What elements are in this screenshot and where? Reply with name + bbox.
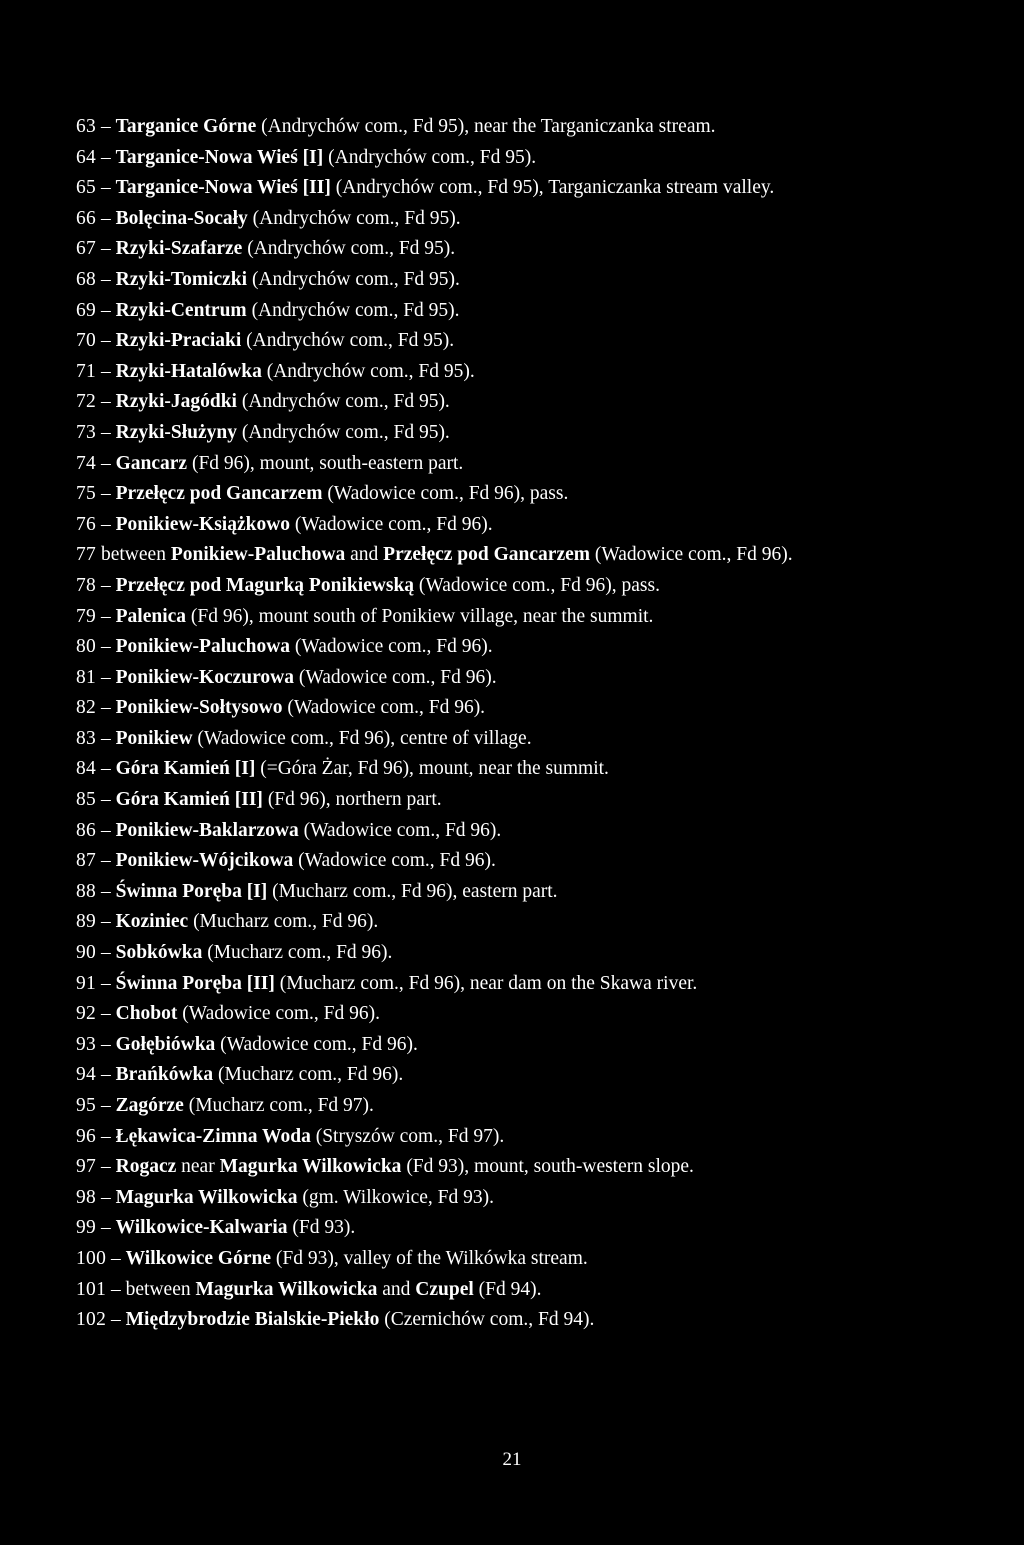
locality-details: (Wadowice com., Fd 96), centre of village. — [192, 727, 532, 749]
locality-name: Palenica — [115, 605, 187, 627]
list-item-89 — [76, 907, 956, 938]
entry-number: 68 — [76, 268, 97, 290]
locality-name: Ponikiew-Paluchowa — [170, 544, 346, 566]
entry-separator: – — [96, 452, 116, 474]
entry-number: 71 — [76, 360, 97, 382]
entry-number: 101 — [76, 1278, 107, 1300]
entry-number: 79 — [76, 605, 97, 627]
locality-details: (gm. Wilkowice, Fd 93). — [297, 1186, 495, 1208]
locality-details: (Fd 96), mount, south-eastern part. — [187, 452, 464, 474]
entry-number: 70 — [76, 330, 97, 352]
entry-number: 91 — [76, 972, 97, 994]
entry-separator: – — [96, 421, 116, 443]
list-item-68 — [76, 265, 956, 296]
locality-details: (Wadowice com., Fd 96). — [590, 544, 793, 566]
locality-details: (Andrychów com., Fd 95). — [323, 146, 537, 168]
entry-number: 76 — [76, 513, 97, 535]
entry-number: 92 — [76, 1003, 97, 1025]
entry-separator: – — [106, 1309, 126, 1331]
locality-details: (Andrychów com., Fd 95). — [236, 391, 450, 413]
list-item-86 — [76, 816, 956, 847]
entry-separator: – — [96, 483, 116, 505]
locality-details: (Wadowice com., Fd 96), pass. — [322, 483, 569, 505]
locality-name: Rzyki-Tomiczki — [115, 268, 248, 290]
list-item-72 — [76, 387, 956, 418]
list-item-101 — [76, 1275, 956, 1306]
locality-name: Ponikiew-Paluchowa — [115, 636, 291, 658]
list-item-80 — [76, 632, 956, 663]
entry-separator: – — [96, 299, 116, 321]
entry-number: 84 — [76, 758, 97, 780]
locality-name: Ponikiew-Baklarzowa — [115, 819, 299, 841]
locality-name: Koziniec — [115, 911, 189, 933]
list-item-69 — [76, 296, 956, 327]
entry-number: 89 — [76, 911, 97, 933]
list-item-91 — [76, 969, 956, 1000]
locality-details: (Wadowice com., Fd 96). — [282, 697, 486, 719]
locality-name: Wilkowice Górne — [125, 1247, 271, 1269]
entry-number: 72 — [76, 391, 97, 413]
entry-separator: – — [96, 330, 116, 352]
locality-details: (Andrychów com., Fd 95). — [241, 330, 455, 352]
entry-separator: – — [106, 1247, 126, 1269]
list-item-90 — [76, 938, 956, 969]
locality-name: Targanice-Nowa Wieś [I] — [115, 146, 324, 168]
list-item-88 — [76, 877, 956, 908]
entry-number: 66 — [76, 207, 97, 229]
locality-name: Międzybrodzie Bialskie-Piekło — [125, 1309, 380, 1331]
locality-name: Zagórze — [115, 1095, 184, 1116]
locality-name: Gancarz — [115, 452, 188, 474]
locality-details: (Andrychów com., Fd 95). — [236, 421, 450, 443]
list-item-97 — [76, 1152, 956, 1183]
list-item-75 — [76, 479, 956, 510]
locality-list — [76, 112, 956, 1336]
entry-separator: – — [96, 513, 116, 535]
entry-separator: – — [96, 391, 116, 413]
entry-number: 65 — [76, 177, 97, 199]
locality-name: Rzyki-Służyny — [115, 421, 237, 443]
entry-separator: – — [96, 605, 116, 627]
list-item-64 — [76, 143, 956, 174]
locality-name: Ponikiew-Koczurowa — [115, 666, 294, 688]
list-item-87 — [76, 846, 956, 877]
entry-number: 86 — [76, 819, 97, 841]
entry-separator: – — [96, 1156, 116, 1178]
entry-separator: – — [96, 146, 116, 168]
entry-number: 99 — [76, 1217, 97, 1239]
locality-name: Świnna Poręba [II] — [115, 972, 275, 994]
page-number: 21 — [502, 1449, 522, 1470]
locality-details: (=Góra Żar, Fd 96), mount, near the summit. — [255, 758, 609, 780]
list-item-94 — [76, 1060, 956, 1091]
entry-connector: near — [176, 1156, 220, 1178]
entry-separator: – — [96, 697, 116, 719]
locality-name: Brańkówka — [115, 1064, 214, 1086]
entry-separator: – — [96, 268, 116, 290]
locality-details: (Wadowice com., Fd 96), pass. — [414, 574, 660, 596]
locality-name-secondary: Magurka Wilkowicka — [219, 1156, 402, 1178]
entry-number: 85 — [76, 789, 97, 811]
list-item-93 — [76, 1030, 956, 1061]
list-item-71 — [76, 357, 956, 388]
entry-number: 80 — [76, 636, 97, 658]
entry-separator: – — [96, 1125, 116, 1147]
locality-details: (Czernichów com., Fd 94). — [379, 1309, 595, 1331]
locality-details: (Fd 93), valley of the Wilkówka stream. — [271, 1247, 588, 1269]
entry-number: 95 — [76, 1095, 97, 1116]
entry-separator: – — [96, 1033, 116, 1055]
list-item-99 — [76, 1213, 956, 1244]
locality-name: Rzyki-Praciaki — [115, 330, 242, 352]
entry-number: 96 — [76, 1125, 97, 1147]
entry-number: 90 — [76, 942, 97, 964]
locality-name: Przełęcz pod Magurką Ponikiewską — [115, 574, 415, 596]
list-item-95 — [76, 1091, 956, 1122]
entry-separator: – — [96, 880, 116, 902]
entry-number: 64 — [76, 146, 97, 168]
list-item-98 — [76, 1183, 956, 1214]
list-item-102 — [76, 1305, 956, 1336]
locality-details: (Andrychów com., Fd 95), near the Targaniczanka stream. — [256, 116, 716, 137]
entry-number: 94 — [76, 1064, 97, 1086]
entry-number: 77 — [76, 544, 97, 566]
locality-name: Rzyki-Hatalówka — [115, 360, 262, 382]
locality-name: Sobkówka — [115, 942, 203, 964]
list-item-77 — [76, 540, 956, 571]
list-item-78 — [76, 571, 956, 602]
locality-name: Wilkowice-Kalwaria — [115, 1217, 288, 1239]
locality-details: (Andrychów com., Fd 95). — [242, 238, 456, 260]
locality-details: (Fd 96), northern part. — [262, 789, 442, 811]
locality-details: (Wadowice com., Fd 96). — [290, 513, 493, 535]
locality-details: (Andrychów com., Fd 95), Targaniczanka stream valley. — [330, 177, 775, 199]
entry-number: 69 — [76, 299, 97, 321]
entry-separator: – between — [106, 1278, 196, 1300]
locality-name: Targanice-Nowa Wieś [II] — [115, 177, 331, 199]
entry-number: 102 — [76, 1309, 107, 1331]
entry-number: 98 — [76, 1186, 97, 1208]
locality-details: (Stryszów com., Fd 97). — [310, 1125, 505, 1147]
locality-name-secondary: Czupel — [415, 1278, 474, 1300]
list-item-76 — [76, 510, 956, 541]
list-item-70 — [76, 326, 956, 357]
entry-separator: – — [96, 1064, 116, 1086]
list-item-84 — [76, 754, 956, 785]
locality-details: (Andrychów com., Fd 95). — [247, 268, 460, 290]
list-item-63 — [76, 112, 956, 143]
entry-number: 100 — [76, 1247, 107, 1269]
locality-details: (Andrychów com., Fd 95). — [247, 207, 461, 229]
locality-name: Przełęcz pod Gancarzem — [115, 483, 323, 505]
entry-separator: – — [96, 942, 116, 964]
entry-separator: – — [96, 177, 116, 199]
entry-separator: – — [96, 574, 116, 596]
entry-separator: – — [96, 819, 116, 841]
locality-details: (Fd 93), mount, south-western slope. — [401, 1156, 694, 1178]
locality-name: Rzyki-Szafarze — [115, 238, 243, 260]
entry-connector: and — [345, 544, 384, 566]
locality-name: Ponikiew-Sołtysowo — [115, 697, 283, 719]
locality-name: Magurka Wilkowicka — [195, 1278, 378, 1300]
locality-name-secondary: Przełęcz pod Gancarzem — [383, 544, 590, 566]
list-item-79 — [76, 602, 956, 633]
locality-details: (Fd 94). — [473, 1278, 542, 1300]
entry-separator: – — [96, 1217, 116, 1239]
entry-number: 81 — [76, 666, 97, 688]
entry-separator: – — [96, 1186, 116, 1208]
locality-details: (Andrychów com., Fd 95). — [246, 299, 460, 321]
list-item-74 — [76, 449, 956, 480]
entry-separator: – — [96, 972, 116, 994]
locality-name: Rogacz — [115, 1156, 177, 1178]
list-item-92 — [76, 999, 956, 1030]
locality-name: Rzyki-Centrum — [115, 299, 247, 321]
locality-name: Magurka Wilkowicka — [115, 1186, 298, 1208]
locality-details: (Wadowice com., Fd 96). — [293, 850, 496, 872]
locality-name: Rzyki-Jagódki — [115, 391, 237, 413]
entry-separator: – — [96, 1095, 116, 1116]
entry-separator: – — [96, 116, 116, 137]
entry-number: 63 — [76, 116, 97, 137]
list-item-96 — [76, 1122, 956, 1153]
locality-details: (Andrychów com., Fd 95). — [261, 360, 475, 382]
locality-name: Łękawica-Zimna Woda — [115, 1125, 311, 1147]
entry-number: 75 — [76, 483, 97, 505]
entry-number: 88 — [76, 880, 97, 902]
locality-details: (Mucharz com., Fd 96). — [202, 942, 393, 964]
locality-name: Góra Kamień [II] — [115, 789, 263, 811]
entry-separator: – — [96, 360, 116, 382]
entry-connector: and — [377, 1278, 416, 1300]
locality-details: (Fd 93). — [287, 1217, 356, 1239]
list-item-73 — [76, 418, 956, 449]
entry-number: 87 — [76, 850, 97, 872]
entry-number: 97 — [76, 1156, 97, 1178]
locality-name: Ponikiew — [115, 727, 193, 749]
list-item-82 — [76, 693, 956, 724]
entry-separator: – — [96, 636, 116, 658]
list-item-100 — [76, 1244, 956, 1275]
locality-details: (Mucharz com., Fd 96), near dam on the Skawa river. — [274, 972, 698, 994]
entry-number: 74 — [76, 452, 97, 474]
locality-details: (Mucharz com., Fd 96). — [188, 911, 379, 933]
locality-details: (Wadowice com., Fd 96). — [298, 819, 502, 841]
list-item-65 — [76, 173, 956, 204]
locality-details: (Mucharz com., Fd 97). — [183, 1095, 374, 1116]
entry-number: 93 — [76, 1033, 97, 1055]
entry-separator: between — [96, 544, 171, 566]
locality-name: Targanice Górne — [115, 116, 257, 137]
locality-name: Bolęcina-Socały — [115, 207, 248, 229]
entry-separator: – — [96, 1003, 116, 1025]
locality-details: (Wadowice com., Fd 96). — [294, 666, 497, 688]
entry-separator: – — [96, 666, 116, 688]
entry-number: 67 — [76, 238, 97, 260]
entry-number: 73 — [76, 421, 97, 443]
entry-separator: – — [96, 238, 116, 260]
locality-name: Świnna Poręba [I] — [115, 880, 268, 902]
entry-separator: – — [96, 911, 116, 933]
entry-separator: – — [96, 727, 116, 749]
list-item-67 — [76, 234, 956, 265]
locality-name: Gołębiówka — [115, 1033, 216, 1055]
entry-number: 83 — [76, 727, 97, 749]
locality-details: (Mucharz com., Fd 96). — [213, 1064, 404, 1086]
entry-number: 78 — [76, 574, 97, 596]
locality-details: (Wadowice com., Fd 96). — [215, 1033, 418, 1055]
list-item-83 — [76, 724, 956, 755]
locality-details: (Fd 96), mount south of Ponikiew village, near the summit. — [186, 605, 654, 627]
entry-separator: – — [96, 789, 116, 811]
locality-details: (Wadowice com., Fd 96). — [290, 636, 493, 658]
locality-name: Ponikiew-Książkowo — [115, 513, 291, 535]
entry-separator: – — [96, 850, 116, 872]
list-item-66 — [76, 204, 956, 235]
locality-details: (Mucharz com., Fd 96), eastern part. — [267, 880, 558, 902]
locality-name: Chobot — [115, 1003, 178, 1025]
list-item-81 — [76, 663, 956, 694]
entry-separator: – — [96, 758, 116, 780]
locality-details: (Wadowice com., Fd 96). — [177, 1003, 380, 1025]
locality-name: Ponikiew-Wójcikowa — [115, 850, 294, 872]
locality-name: Góra Kamień [I] — [115, 758, 256, 780]
entry-separator: – — [96, 207, 116, 229]
entry-number: 82 — [76, 697, 97, 719]
list-item-85 — [76, 785, 956, 816]
